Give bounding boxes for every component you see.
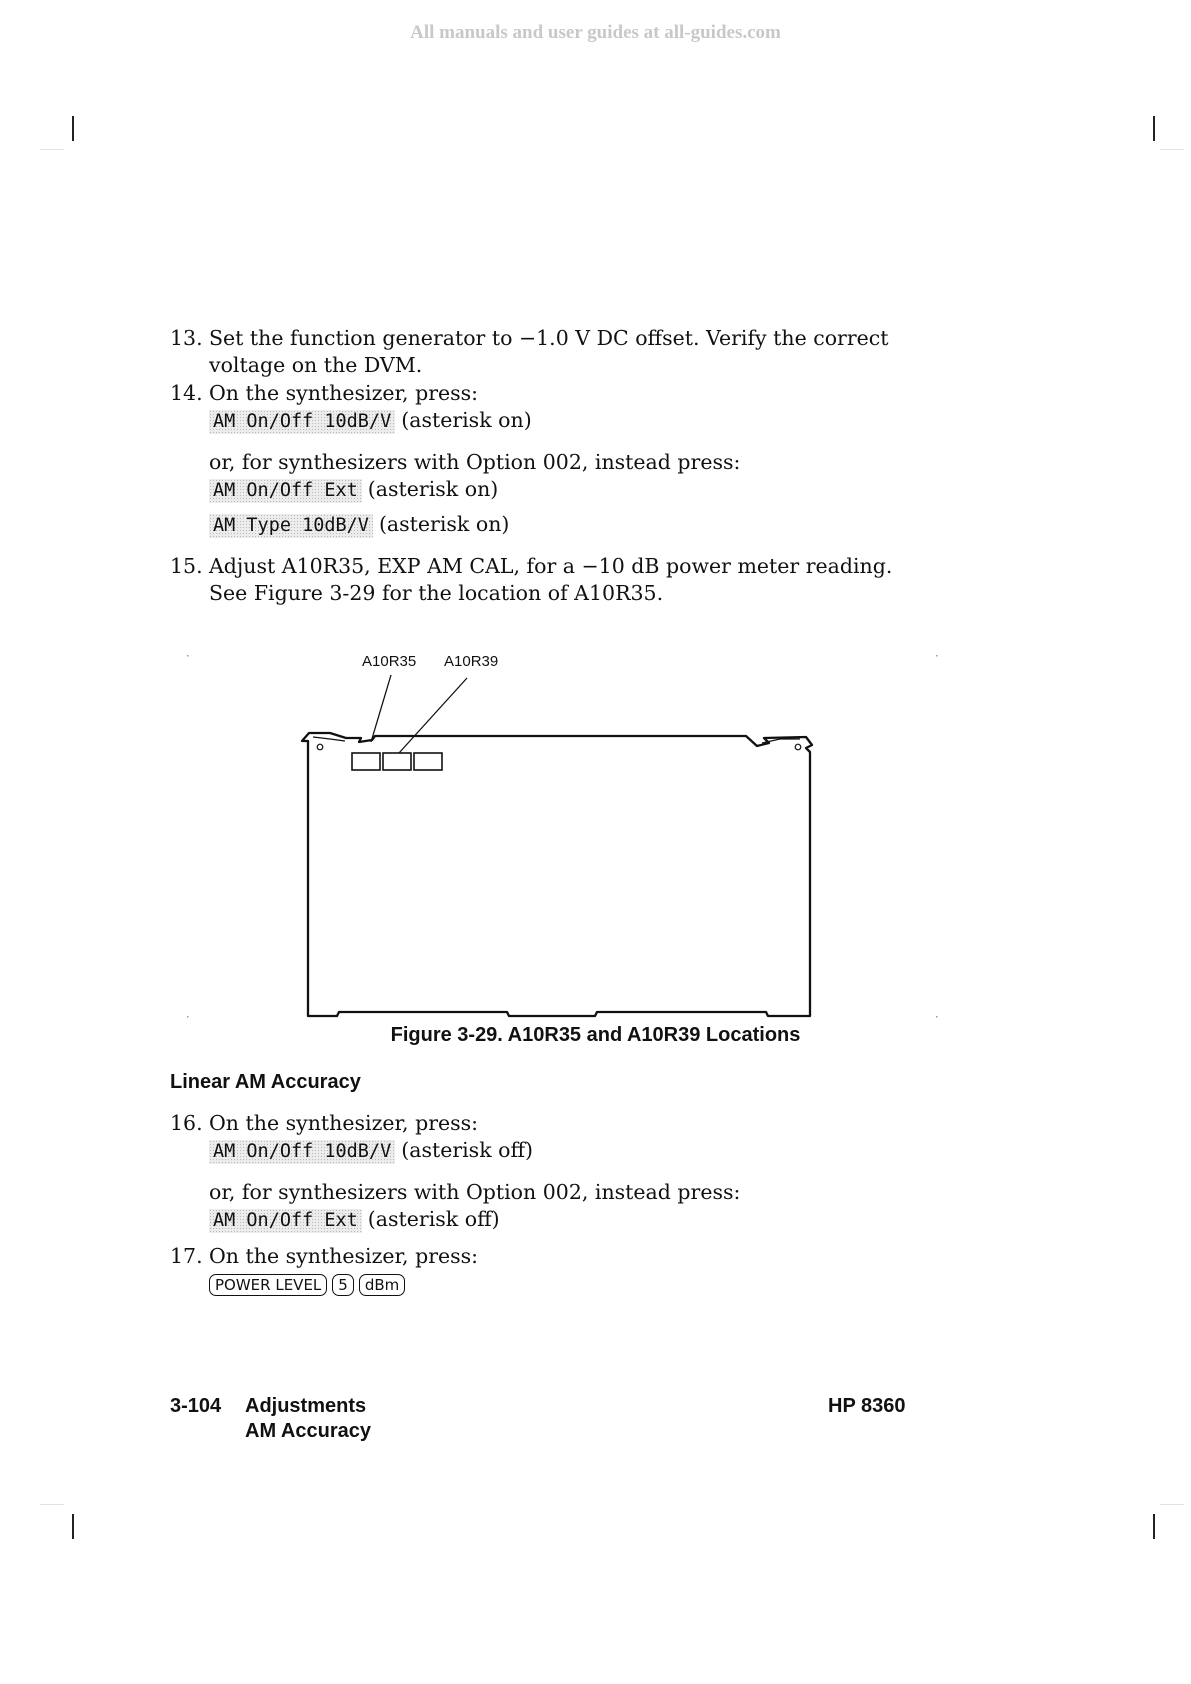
potentiometer bbox=[414, 753, 442, 770]
step-text: Set the function generator to −1.0 V DC offset. Verify the correct voltage on the DVM. bbox=[209, 326, 889, 377]
step-text: On the synthesizer, press: bbox=[209, 1111, 479, 1135]
key-sequence bbox=[209, 1137, 533, 1165]
leader-line-a10r39 bbox=[399, 678, 467, 753]
footer-section: AM Accuracy bbox=[245, 1420, 371, 1442]
label-a10r39: A10R39 bbox=[444, 653, 499, 670]
potentiometer-a10r35 bbox=[352, 753, 380, 770]
key-note: (asterisk off) bbox=[367, 1207, 500, 1231]
watermark: All manuals and user guides at all-guides.com bbox=[410, 22, 781, 43]
softkey-am-on-off-ext[interactable]: AM On/Off Ext bbox=[209, 479, 362, 503]
step-text: On the synthesizer, press: bbox=[209, 381, 479, 405]
option-note: or, for synthesizers with Option 002, instead press: bbox=[209, 1180, 741, 1204]
digit-5-key[interactable]: 5 bbox=[332, 1274, 354, 1296]
step-text: Adjust A10R35, EXP AM CAL, for a −10 dB power meter reading. See Figure 3-29 for the location of A10R35. bbox=[209, 554, 893, 605]
potentiometer-a10r39 bbox=[383, 753, 411, 770]
mounting-hole bbox=[795, 744, 801, 750]
step-number: 13. bbox=[170, 326, 203, 350]
key-sequence bbox=[209, 1270, 410, 1297]
step-text: On the synthesizer, press: bbox=[209, 1244, 479, 1268]
key-note: (asterisk on) bbox=[367, 477, 499, 501]
dbm-key[interactable]: dBm bbox=[359, 1274, 405, 1296]
section-heading: Linear AM Accuracy bbox=[170, 1071, 361, 1093]
softkey-am-type-10db[interactable]: AM Type 10dB/V bbox=[209, 514, 373, 538]
key-note: (asterisk off) bbox=[401, 1138, 534, 1162]
softkey-am-on-off-10db[interactable]: AM On/Off 10dB/V bbox=[209, 1140, 395, 1164]
figure-corner-ticks bbox=[187, 655, 938, 1018]
step-number: 15. bbox=[170, 554, 203, 578]
circuit-board-outline bbox=[302, 733, 812, 1016]
key-sequence bbox=[209, 1206, 500, 1234]
option-note: or, for synthesizers with Option 002, instead press: bbox=[209, 450, 741, 474]
page-number: 3-104 bbox=[170, 1395, 222, 1417]
footer-chapter: Adjustments bbox=[245, 1395, 367, 1417]
step-number: 16. bbox=[170, 1111, 203, 1135]
label-a10r35: A10R35 bbox=[362, 653, 417, 670]
mounting-hole bbox=[317, 744, 323, 750]
leader-line-a10r35 bbox=[371, 675, 391, 742]
key-note: (asterisk on) bbox=[401, 408, 532, 432]
step-number: 14. bbox=[170, 381, 203, 405]
footer-product: HP 8360 bbox=[828, 1395, 906, 1417]
figure-caption: Figure 3-29. A10R35 and A10R39 Locations bbox=[390, 1024, 801, 1046]
board-clip-left bbox=[313, 737, 345, 741]
power-level-key[interactable]: POWER LEVEL bbox=[209, 1274, 327, 1296]
step-number: 17. bbox=[170, 1244, 203, 1268]
softkey-am-on-off-10db[interactable]: AM On/Off 10dB/V bbox=[209, 410, 395, 434]
key-note: (asterisk on) bbox=[378, 512, 510, 536]
softkey-am-on-off-ext[interactable]: AM On/Off Ext bbox=[209, 1209, 362, 1233]
